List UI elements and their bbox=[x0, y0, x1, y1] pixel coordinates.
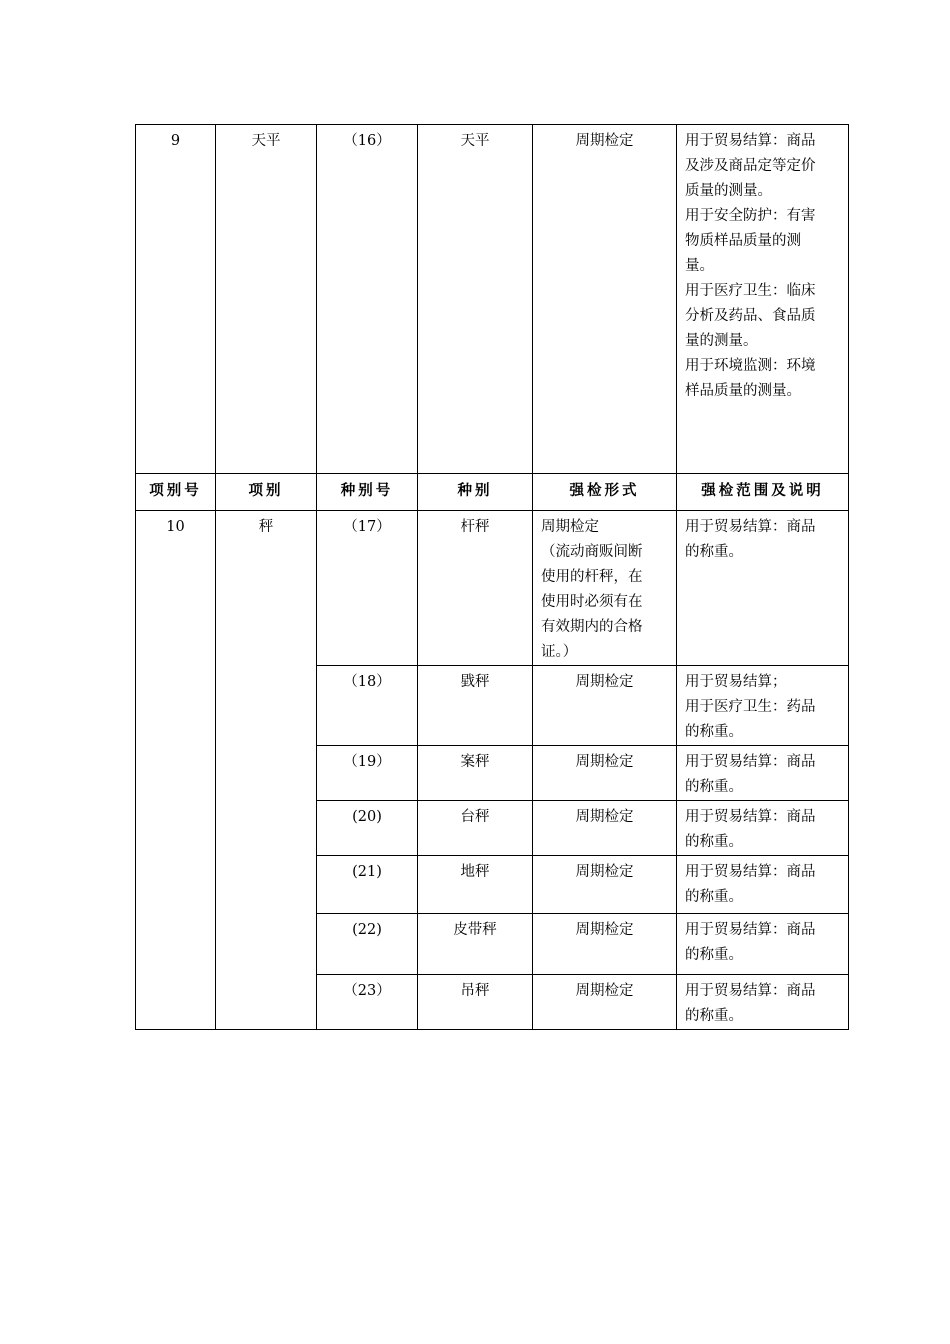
inspection-scope: 用于贸易结算：商品 的称重。 bbox=[677, 746, 849, 801]
kind-number: (22) bbox=[317, 914, 418, 975]
kind-name: 皮带秤 bbox=[418, 914, 533, 975]
inspection-scope: 用于贸易结算； 用于医疗卫生：药品 的称重。 bbox=[677, 666, 849, 746]
inspection-form: 周期检定 bbox=[533, 746, 677, 801]
inspection-form: 周期检定 bbox=[533, 914, 677, 975]
kind-number: (21) bbox=[317, 856, 418, 914]
kind-number: （18） bbox=[317, 666, 418, 746]
kind-name: 天平 bbox=[418, 125, 533, 474]
item-number: 9 bbox=[136, 125, 216, 474]
header-kind-number: 种别号 bbox=[317, 474, 418, 511]
inspection-scope: 用于贸易结算：商品 的称重。 bbox=[677, 914, 849, 975]
inspection-scope: 用于贸易结算：商品 的称重。 bbox=[677, 856, 849, 914]
kind-name: 杆秤 bbox=[418, 511, 533, 666]
table-header-row bbox=[136, 474, 849, 511]
kind-number: （16） bbox=[317, 125, 418, 474]
kind-name: 吊秤 bbox=[418, 975, 533, 1030]
inspection-scope: 用于贸易结算：商品 的称重。 bbox=[677, 975, 849, 1030]
table-row bbox=[136, 511, 849, 666]
inspection-form: 周期检定 （流动商贩间断 使用的杆秤，在 使用时必须有在 有效期内的合格 证。） bbox=[533, 511, 677, 666]
kind-name: 戥秤 bbox=[418, 666, 533, 746]
kind-name: 台秤 bbox=[418, 801, 533, 856]
header-item-number: 项别号 bbox=[136, 474, 216, 511]
header-kind: 种别 bbox=[418, 474, 533, 511]
kind-number: (20) bbox=[317, 801, 418, 856]
scope-paragraph: 用于安全防护：有害 物质样品质量的测 量。 bbox=[685, 208, 816, 274]
item-name: 天平 bbox=[216, 125, 317, 474]
header-scope: 强检范围及说明 bbox=[677, 474, 849, 511]
kind-number: （19） bbox=[317, 746, 418, 801]
inspection-form: 周期检定 bbox=[533, 856, 677, 914]
kind-number: （23） bbox=[317, 975, 418, 1030]
kind-name: 案秤 bbox=[418, 746, 533, 801]
kind-name: 地秤 bbox=[418, 856, 533, 914]
inspection-scope: 用于贸易结算：商品 的称重。 bbox=[677, 801, 849, 856]
scope-paragraph: 用于医疗卫生：临床 分析及药品、食品质 量的测量。 bbox=[685, 283, 816, 349]
item-name: 秤 bbox=[216, 511, 317, 1030]
inspection-form: 周期检定 bbox=[533, 801, 677, 856]
inspection-scope bbox=[677, 125, 849, 474]
inspection-table bbox=[135, 124, 849, 1030]
scope-paragraph: 用于贸易结算：商品 及涉及商品定等定价 质量的测量。 bbox=[685, 133, 816, 199]
header-form: 强检形式 bbox=[533, 474, 677, 511]
inspection-form: 周期检定 bbox=[533, 666, 677, 746]
table-row-9 bbox=[136, 125, 849, 474]
inspection-form: 周期检定 bbox=[533, 975, 677, 1030]
item-number: 10 bbox=[136, 511, 216, 1030]
inspection-scope: 用于贸易结算：商品 的称重。 bbox=[677, 511, 849, 666]
inspection-form: 周期检定 bbox=[533, 125, 677, 474]
kind-number: （17） bbox=[317, 511, 418, 666]
scope-paragraph: 用于环境监测：环境 样品质量的测量。 bbox=[685, 358, 816, 399]
header-item: 项别 bbox=[216, 474, 317, 511]
